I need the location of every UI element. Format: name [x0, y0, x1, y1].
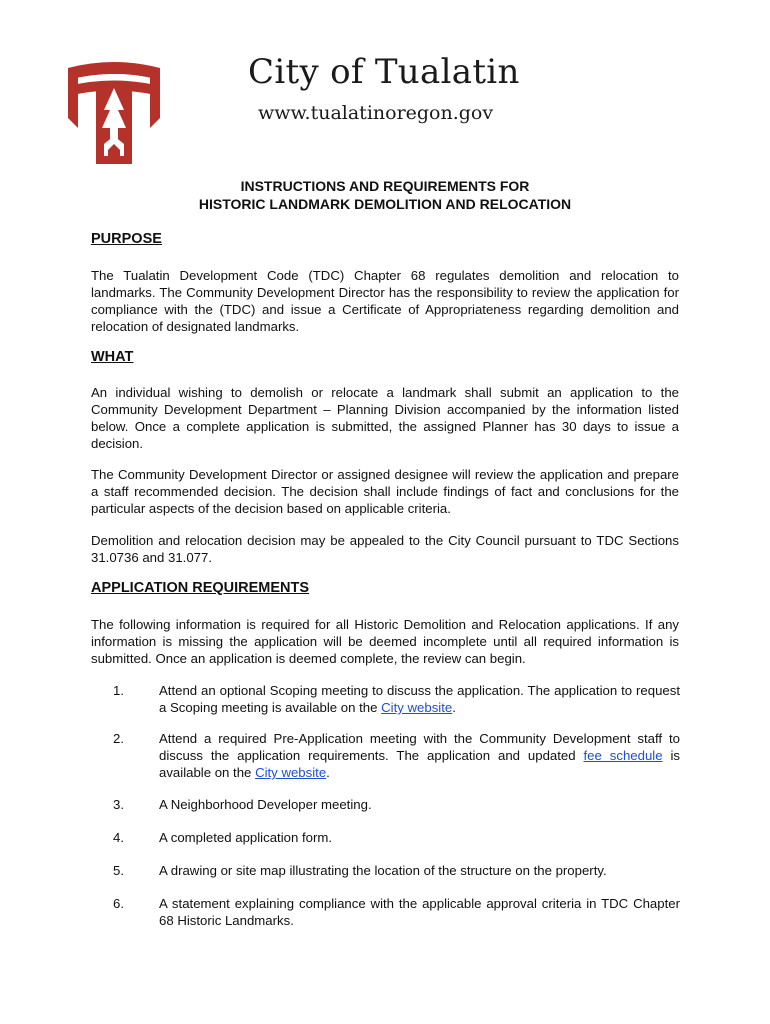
what-heading: WHAT: [91, 349, 134, 365]
list-item-number: 2.: [113, 731, 124, 746]
list-item-text: A drawing or site map illustrating the location of the structure on the property.: [159, 863, 607, 878]
city-logo-icon: [66, 58, 162, 164]
application-requirements-heading: APPLICATION REQUIREMENTS: [91, 580, 310, 596]
city-website-link[interactable]: City website: [255, 765, 327, 780]
list-item-number: 4.: [113, 830, 124, 845]
list-item-number: 3.: [113, 797, 124, 812]
list-item-text: A Neighborhood Developer meeting.: [159, 797, 372, 812]
list-item-number: 6.: [113, 896, 124, 911]
list-item-text: Attend a required Pre-Application meeting with the Community Development staff to discuss the application requirements. The application and updated fee schedule is available on the City website.: [159, 731, 680, 780]
city-name: City of Tualatin: [248, 52, 520, 92]
what-paragraph-2: The Community Development Director or assigned designee will review the application and prepare a staff recommended decision. The decision shall include findings of fact and conclusions for the particular aspects of the decision based on applicable criteria.: [91, 467, 679, 516]
document-title-line-2: HISTORIC LANDMARK DEMOLITION AND RELOCATION: [198, 196, 572, 212]
list-item-text: A completed application form.: [159, 830, 332, 845]
requirements-intro: The following information is required for all Historic Demolition and Relocation applications. If any information is missing the application will be deemed incomplete until all required information is submitted. Once an application is deemed complete, the review can begin.: [91, 617, 679, 666]
city-website-link[interactable]: City website: [381, 700, 453, 715]
purpose-heading: PURPOSE: [91, 231, 162, 247]
list-item-number: 5.: [113, 863, 124, 878]
city-website-url: www.tualatinoregon.gov: [258, 102, 494, 124]
purpose-paragraph: The Tualatin Development Code (TDC) Chapter 68 regulates demolition and relocation to landmarks. The Community Development Director has the responsibility to review the application for compliance with the (TDC) and issue a Certificate of Appropriateness regarding demolition and relocation of designated landmarks.: [91, 268, 679, 334]
what-paragraph-3: Demolition and relocation decision may be appealed to the City Council pursuant to TDC Sections 31.0736 and 31.077.: [91, 533, 679, 565]
list-item-number: 1.: [113, 683, 124, 698]
list-item-text: A statement explaining compliance with the applicable approval criteria in TDC Chapter 68 Historic Landmarks.: [159, 896, 680, 928]
list-item-text: Attend an optional Scoping meeting to discuss the application. The application to request a Scoping meeting is available on the City website.: [159, 683, 680, 715]
what-paragraph-1: An individual wishing to demolish or relocate a landmark shall submit an application to the Community Development Department – Planning Division accompanied by the information listed below. Once a complete application is submitted, the assigned Planner has 30 days to issue a decision.: [91, 385, 679, 451]
document-title-line-1: INSTRUCTIONS AND REQUIREMENTS FOR: [240, 178, 530, 194]
fee-schedule-link[interactable]: fee schedule: [583, 748, 663, 763]
